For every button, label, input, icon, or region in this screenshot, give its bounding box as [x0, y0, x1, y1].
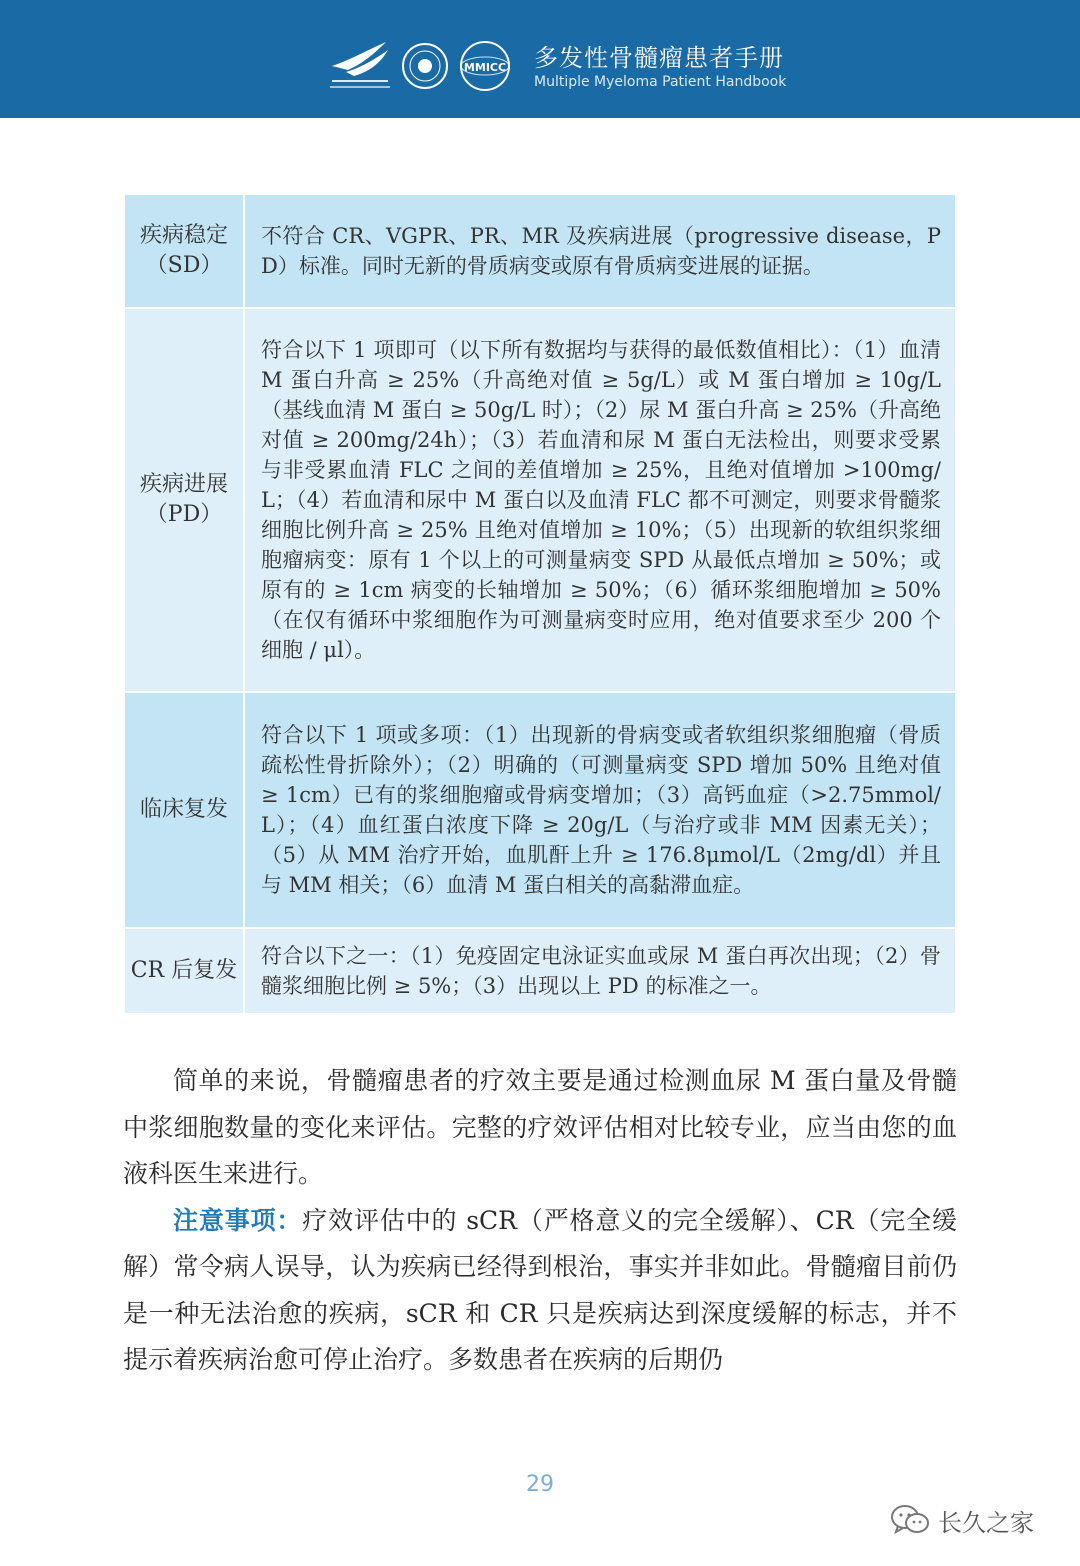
- summary-paragraph: 简单的来说，骨髓瘤患者的疗效主要是通过检测血尿 M 蛋白量及骨髓中浆细胞数量的变化来评估。完整的疗效评估相对比较专业，应当由您的血液科医生来进行。: [123, 1066, 957, 1188]
- row-description: 不符合 CR、VGPR、PR、MR 及疾病进展（progressive disease，PD）标准。同时无新的骨质病变或原有骨质病变进展的证据。: [244, 194, 956, 308]
- body-text: [123, 1058, 957, 1384]
- row-label: CR 后复发: [124, 928, 244, 1014]
- table-row: [124, 308, 956, 692]
- response-criteria-table: [123, 193, 957, 1015]
- table-row: [124, 928, 956, 1014]
- handbook-subtitle: Multiple Myeloma Patient Handbook: [534, 74, 787, 90]
- swoosh-logo-icon: [330, 42, 390, 88]
- handbook-title: 多发性骨髓瘤患者手册: [534, 44, 784, 72]
- page-number: 29: [526, 1472, 554, 1497]
- row-label: 疾病稳定（SD）: [124, 194, 244, 308]
- table-row: [124, 692, 956, 928]
- header-text: [534, 44, 786, 92]
- note-paragraph: [123, 1198, 957, 1384]
- note-label: 注意事项：: [173, 1205, 303, 1235]
- wechat-icon: [890, 1504, 930, 1536]
- row-label: 疾病进展（PD）: [124, 308, 244, 692]
- row-description: 符合以下 1 项即可（以下所有数据均与获得的最低数值相比）：（1）血清 M 蛋白升高 ≥ 25%（升高绝对值 ≥ 5g/L）或 M 蛋白增加 ≥ 10g/L（基线血清 M 蛋白 ≥ 50g/L 时）；（2）尿 M 蛋白升高 ≥ 25%（升高绝对值 ≥ 200mg/24h）；（3）若血清和尿 M 蛋白无法检出，则要求受累与非受累血清 FLC 之间的差值增加 ≥ 25%，且绝对值增加 >100mg/L；（4）若血清和尿中 M 蛋白以及血清 FLC 都不可测定，则要求骨髓浆细胞比例升高 ≥ 25% 且绝对值增加 ≥ 10%；（5）出现新的软组织浆细胞瘤病变：原有 1 个以上的可测量病变 SPD 从最低点增加 ≥ 50%；或原有的 ≥ 1cm 病变的长轴增加 ≥ 50%；（6）循环浆细胞增加 ≥ 50%（在仅有循环中浆细胞作为可测量病变时应用，绝对值要求至少 200 个细胞 / μl）。: [244, 308, 956, 692]
- watermark-text: 长久之家: [938, 1508, 1034, 1537]
- table-row: [124, 194, 956, 308]
- row-label: 临床复发: [124, 692, 244, 928]
- mmicc-logo-icon: [461, 42, 509, 90]
- header-bar: [0, 0, 1080, 118]
- seal-logo-icon: [403, 44, 447, 88]
- row-description: 符合以下之一：（1）免疫固定电泳证实血或尿 M 蛋白再次出现；（2）骨髓浆细胞比例 ≥ 5%；（3）出现以上 PD 的标准之一。: [244, 928, 956, 1014]
- organization-logos: [328, 36, 518, 96]
- watermark: [890, 1500, 1034, 1540]
- note-text: 疗效评估中的 sCR（严格意义的完全缓解）、CR（完全缓解）常令病人误导，认为疾病已经得到根治，事实并非如此。骨髓瘤目前仍是一种无法治愈的疾病，sCR 和 CR 只是疾病达到深度缓解的标志，并不提示着疾病治愈可停止治疗。多数患者在疾病的后期仍: [123, 1205, 957, 1374]
- mmicc-badge-text: MMICC: [463, 61, 507, 74]
- row-description: 符合以下 1 项或多项：（1）出现新的骨病变或者软组织浆细胞瘤（骨质疏松性骨折除外）；（2）明确的（可测量病变 SPD 增加 50% 且绝对值 ≥ 1cm）已有的浆细胞瘤或骨病变增加；（3）高钙血症（>2.75mmol/L）；（4）血红蛋白浓度下降 ≥ 20g/L（与治疗或非 MM 因素无关）；（5）从 MM 治疗开始，血肌酐上升 ≥ 176.8μmol/L（2mg/dl）并且与 MM 相关；（6）血清 M 蛋白相关的高黏滞血症。: [244, 692, 956, 928]
